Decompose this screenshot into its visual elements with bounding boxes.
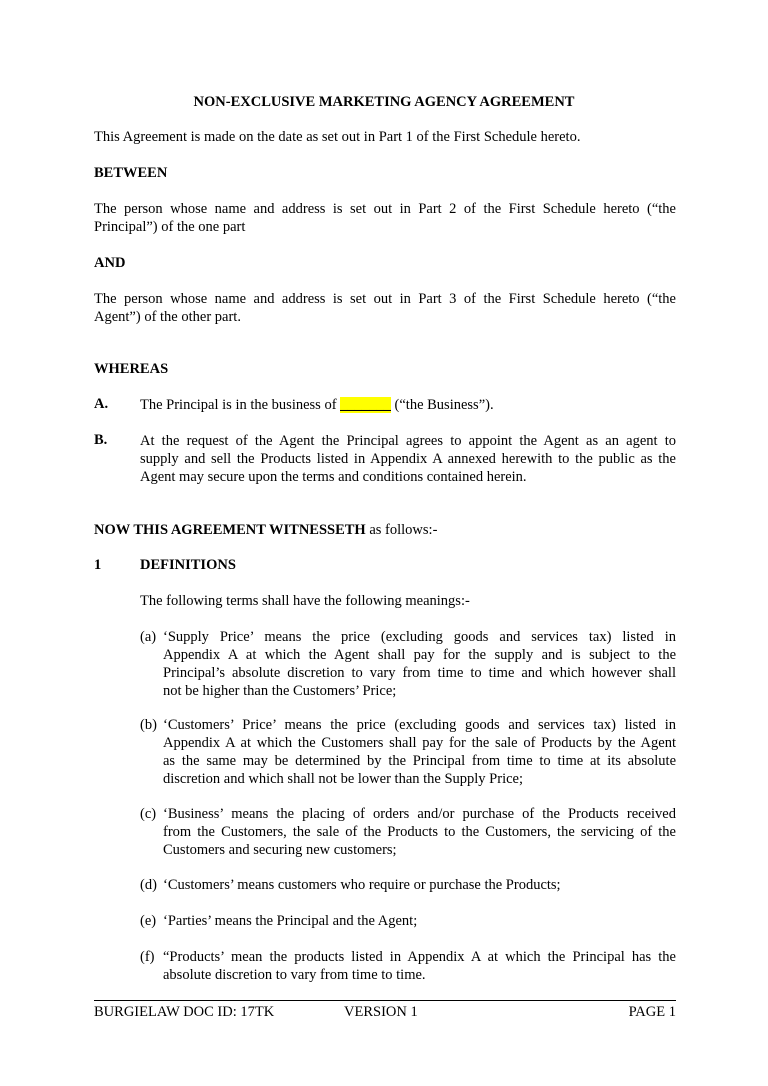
definition-line: Appendix A at which the Customers shall pay for the sale of Products by the Agent — [163, 735, 676, 751]
definition-a-label: (a) — [140, 629, 157, 645]
recital-a-label: A. — [94, 396, 109, 412]
party1-line: Principal”) of the one part — [94, 219, 246, 235]
definition-line: absolute discretion to vary from time to time. — [163, 967, 426, 983]
recital-b-line: Agent may secure upon the terms and conditions contained herein. — [140, 469, 527, 485]
recital-a-text — [140, 396, 676, 414]
definition-f-label: (f) — [140, 949, 155, 965]
recital-b-label: B. — [94, 432, 108, 448]
definition-d-text — [163, 876, 676, 894]
definition-line: Appendix A at which the Agent shall pay for the supply and is subject to the — [163, 647, 676, 663]
footer-divider — [94, 1000, 676, 1001]
witnesseth-bold: NOW THIS AGREEMENT WITNESSETH — [94, 522, 366, 538]
definition-b-label: (b) — [140, 717, 157, 733]
definitions-intro: The following terms shall have the following meanings:- — [140, 593, 470, 609]
witnesseth-paragraph — [94, 521, 676, 539]
recital-b-line: At the request of the Agent the Principal agrees to appoint the Agent as an agent to — [140, 433, 676, 449]
definition-line: ‘Supply Price’ means the price (excluding goods and services tax) listed in — [163, 629, 676, 645]
definition-line: discretion and which shall not be lower than the Supply Price; — [163, 771, 524, 787]
footer-doc-id: BURGIELAW DOC ID: 17TK — [94, 1004, 275, 1020]
party2-line: The person whose name and address is set out in Part 3 of the First Schedule hereto (“the — [94, 291, 676, 307]
and-heading: AND — [94, 255, 126, 271]
party1-paragraph — [94, 200, 676, 236]
definition-line: from the Customers, the sale of the Products to the Customers, the servicing of the — [163, 824, 676, 840]
intro-paragraph: This Agreement is made on the date as set out in Part 1 of the First Schedule hereto. — [94, 129, 581, 145]
definition-a-text — [163, 628, 676, 700]
definition-b-text — [163, 716, 676, 788]
definition-line: ‘Parties’ means the Principal and the Agent; — [163, 913, 418, 929]
definition-line: as the same may be determined by the Principal from time to time at its absolute — [163, 753, 676, 769]
party2-line: Agent”) of the other part. — [94, 309, 241, 325]
whereas-heading: WHEREAS — [94, 361, 169, 377]
definition-line: not be higher than the Customers’ Price; — [163, 683, 397, 699]
party1-line: The person whose name and address is set out in Part 2 of the First Schedule hereto (“the — [94, 201, 676, 217]
recital-b-line: supply and sell the Products listed in Appendix A annexed herewith to the public as the — [140, 451, 676, 467]
clause-1-title: DEFINITIONS — [140, 557, 236, 573]
definition-e-label: (e) — [140, 913, 157, 929]
business-blank-field: _______ — [340, 397, 391, 413]
definition-line: “Products’ mean the products listed in Appendix A at which the Principal has the — [163, 949, 676, 965]
party2-paragraph — [94, 290, 676, 326]
definition-f-text — [163, 948, 676, 984]
definition-e-text — [163, 912, 676, 930]
definition-line: ‘Business’ means the placing of orders and/or purchase of the Products received — [163, 806, 676, 822]
between-heading: BETWEEN — [94, 165, 168, 181]
definition-c-text — [163, 805, 676, 859]
witnesseth-rest: as follows:- — [365, 522, 438, 538]
definition-c-label: (c) — [140, 806, 157, 822]
footer-version: VERSION 1 — [344, 1004, 418, 1020]
definition-line: Principal’s absolute discretion to vary from time to time and which however shall — [163, 665, 676, 681]
footer-page-number: PAGE 1 — [628, 1004, 676, 1020]
document-title: NON-EXCLUSIVE MARKETING AGENCY AGREEMENT — [193, 94, 575, 110]
recital-a-after: (“the Business”). — [390, 397, 494, 413]
definition-line: ‘Customers’ Price’ means the price (excluding goods and services tax) listed in — [163, 717, 676, 733]
definition-line: Customers and securing new customers; — [163, 842, 397, 858]
recital-a-before: The Principal is in the business of — [140, 397, 341, 413]
definition-line: ‘Customers’ means customers who require or purchase the Products; — [163, 877, 561, 893]
definition-d-label: (d) — [140, 877, 157, 893]
clause-1-number: 1 — [94, 557, 102, 573]
recital-b-text — [140, 432, 676, 486]
